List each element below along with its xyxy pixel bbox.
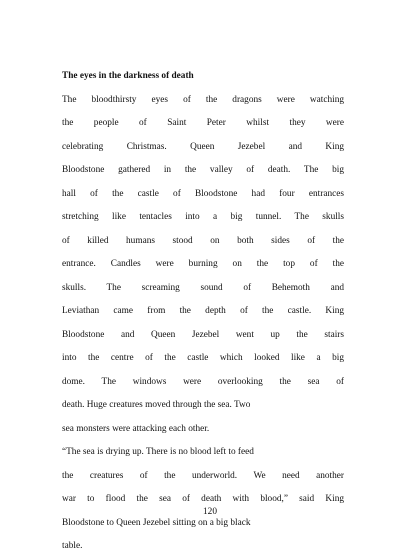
text-line: Bloodstone and Queen Jezebel went up the stairs xyxy=(62,329,344,340)
text-line: table. xyxy=(62,541,83,551)
text-line: dome. The windows were overlooking the sea of xyxy=(62,376,344,387)
text-line: celebrating Christmas. Queen Jezebel and King xyxy=(62,141,344,152)
text-line: Bloodstone to Queen Jezebel sitting on a big black xyxy=(62,517,251,528)
text-line: hall of the castle of Bloodstone had four entrances xyxy=(62,188,344,199)
text-line: of killed humans stood on both sides of the xyxy=(62,235,344,246)
text-line: death. Huge creatures moved through the sea. Two xyxy=(62,400,251,410)
text-line: entrance. Candles were burning on the top of the xyxy=(62,259,344,269)
text-line: the people of Saint Peter whilst they were xyxy=(62,118,344,128)
text-line: Bloodstone gathered in the valley of death. The big xyxy=(62,165,344,175)
chapter-title: The eyes in the darkness of death xyxy=(62,71,194,81)
text-line: “The sea is drying up. There is no blood left to feed xyxy=(62,447,254,457)
text-line: into the centre of the castle which looked like a big xyxy=(62,353,344,363)
text-line: war to flood the sea of death with blood,” said King xyxy=(62,494,344,504)
page-number: 120 xyxy=(203,507,217,517)
text-line: The bloodthirsty eyes of the dragons were watching xyxy=(62,94,344,105)
text-line: the creatures of the underworld. We need another xyxy=(62,470,344,481)
text-line: stretching like tentacles into a big tunnel. The skulls xyxy=(62,212,344,222)
text-line: skulls. The screaming sound of Behemoth and xyxy=(62,282,344,293)
text-line: sea monsters were attacking each other. xyxy=(62,423,210,434)
chapter-text xyxy=(62,65,344,559)
text-line: Leviathan came from the depth of the castle. King xyxy=(62,306,344,316)
